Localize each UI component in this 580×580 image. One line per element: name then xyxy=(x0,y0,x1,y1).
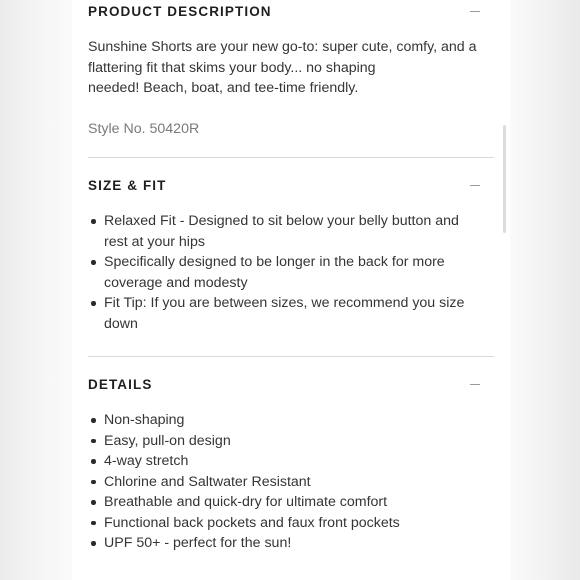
product-description-title: PRODUCT DESCRIPTION xyxy=(88,3,272,19)
size-fit-header[interactable] xyxy=(88,174,494,196)
size-fit-item-1-line-1: Relaxed Fit - Designed to sit below your belly button and xyxy=(104,213,459,229)
details-header[interactable] xyxy=(88,373,494,395)
divider xyxy=(88,356,494,357)
minus-icon[interactable] xyxy=(470,384,480,385)
size-fit-item-3-line-2: down xyxy=(104,315,138,332)
size-fit-list xyxy=(88,211,494,334)
list-item: Breathable and quick-dry for ultimate comfort xyxy=(104,492,494,513)
list-item xyxy=(104,293,494,334)
size-fit-item-3-line-1: Fit Tip: If you are between sizes, we recommend you size xyxy=(104,295,465,311)
details-list xyxy=(88,410,494,554)
list-item: UPF 50+ - perfect for the sun! xyxy=(104,533,494,554)
list-item: Functional back pockets and faux front pockets xyxy=(104,513,494,534)
size-fit-item-1-line-2: rest at your hips xyxy=(104,233,205,250)
list-item: Easy, pull-on design xyxy=(104,431,494,452)
list-item xyxy=(104,211,494,252)
divider xyxy=(88,157,494,158)
size-fit-title: SIZE & FIT xyxy=(88,177,167,193)
minus-icon[interactable] xyxy=(470,11,480,12)
scrollbar[interactable] xyxy=(503,125,506,233)
minus-icon[interactable] xyxy=(470,185,480,186)
size-fit-item-2-line-1: Specifically designed to be longer in the back for more xyxy=(104,254,445,270)
size-fit-item-2-line-2: coverage and modesty xyxy=(104,274,248,291)
description-line-3: needed! Beach, boat, and tee-time friendly. xyxy=(88,80,359,96)
list-item: 4-way stretch xyxy=(104,451,494,472)
details-title: DETAILS xyxy=(88,376,153,392)
style-number: Style No. 50420R xyxy=(88,121,200,137)
product-description-header[interactable] xyxy=(88,0,494,22)
list-item xyxy=(104,252,494,293)
product-info-panel xyxy=(72,0,510,580)
description-line-1: Sunshine Shorts are your new go-to: super cute, comfy, and a xyxy=(88,39,477,55)
list-item: Chlorine and Saltwater Resistant xyxy=(104,472,494,493)
list-item: Non-shaping xyxy=(104,410,494,431)
description-line-2: flattering fit that skims your body... no shaping xyxy=(88,59,376,76)
